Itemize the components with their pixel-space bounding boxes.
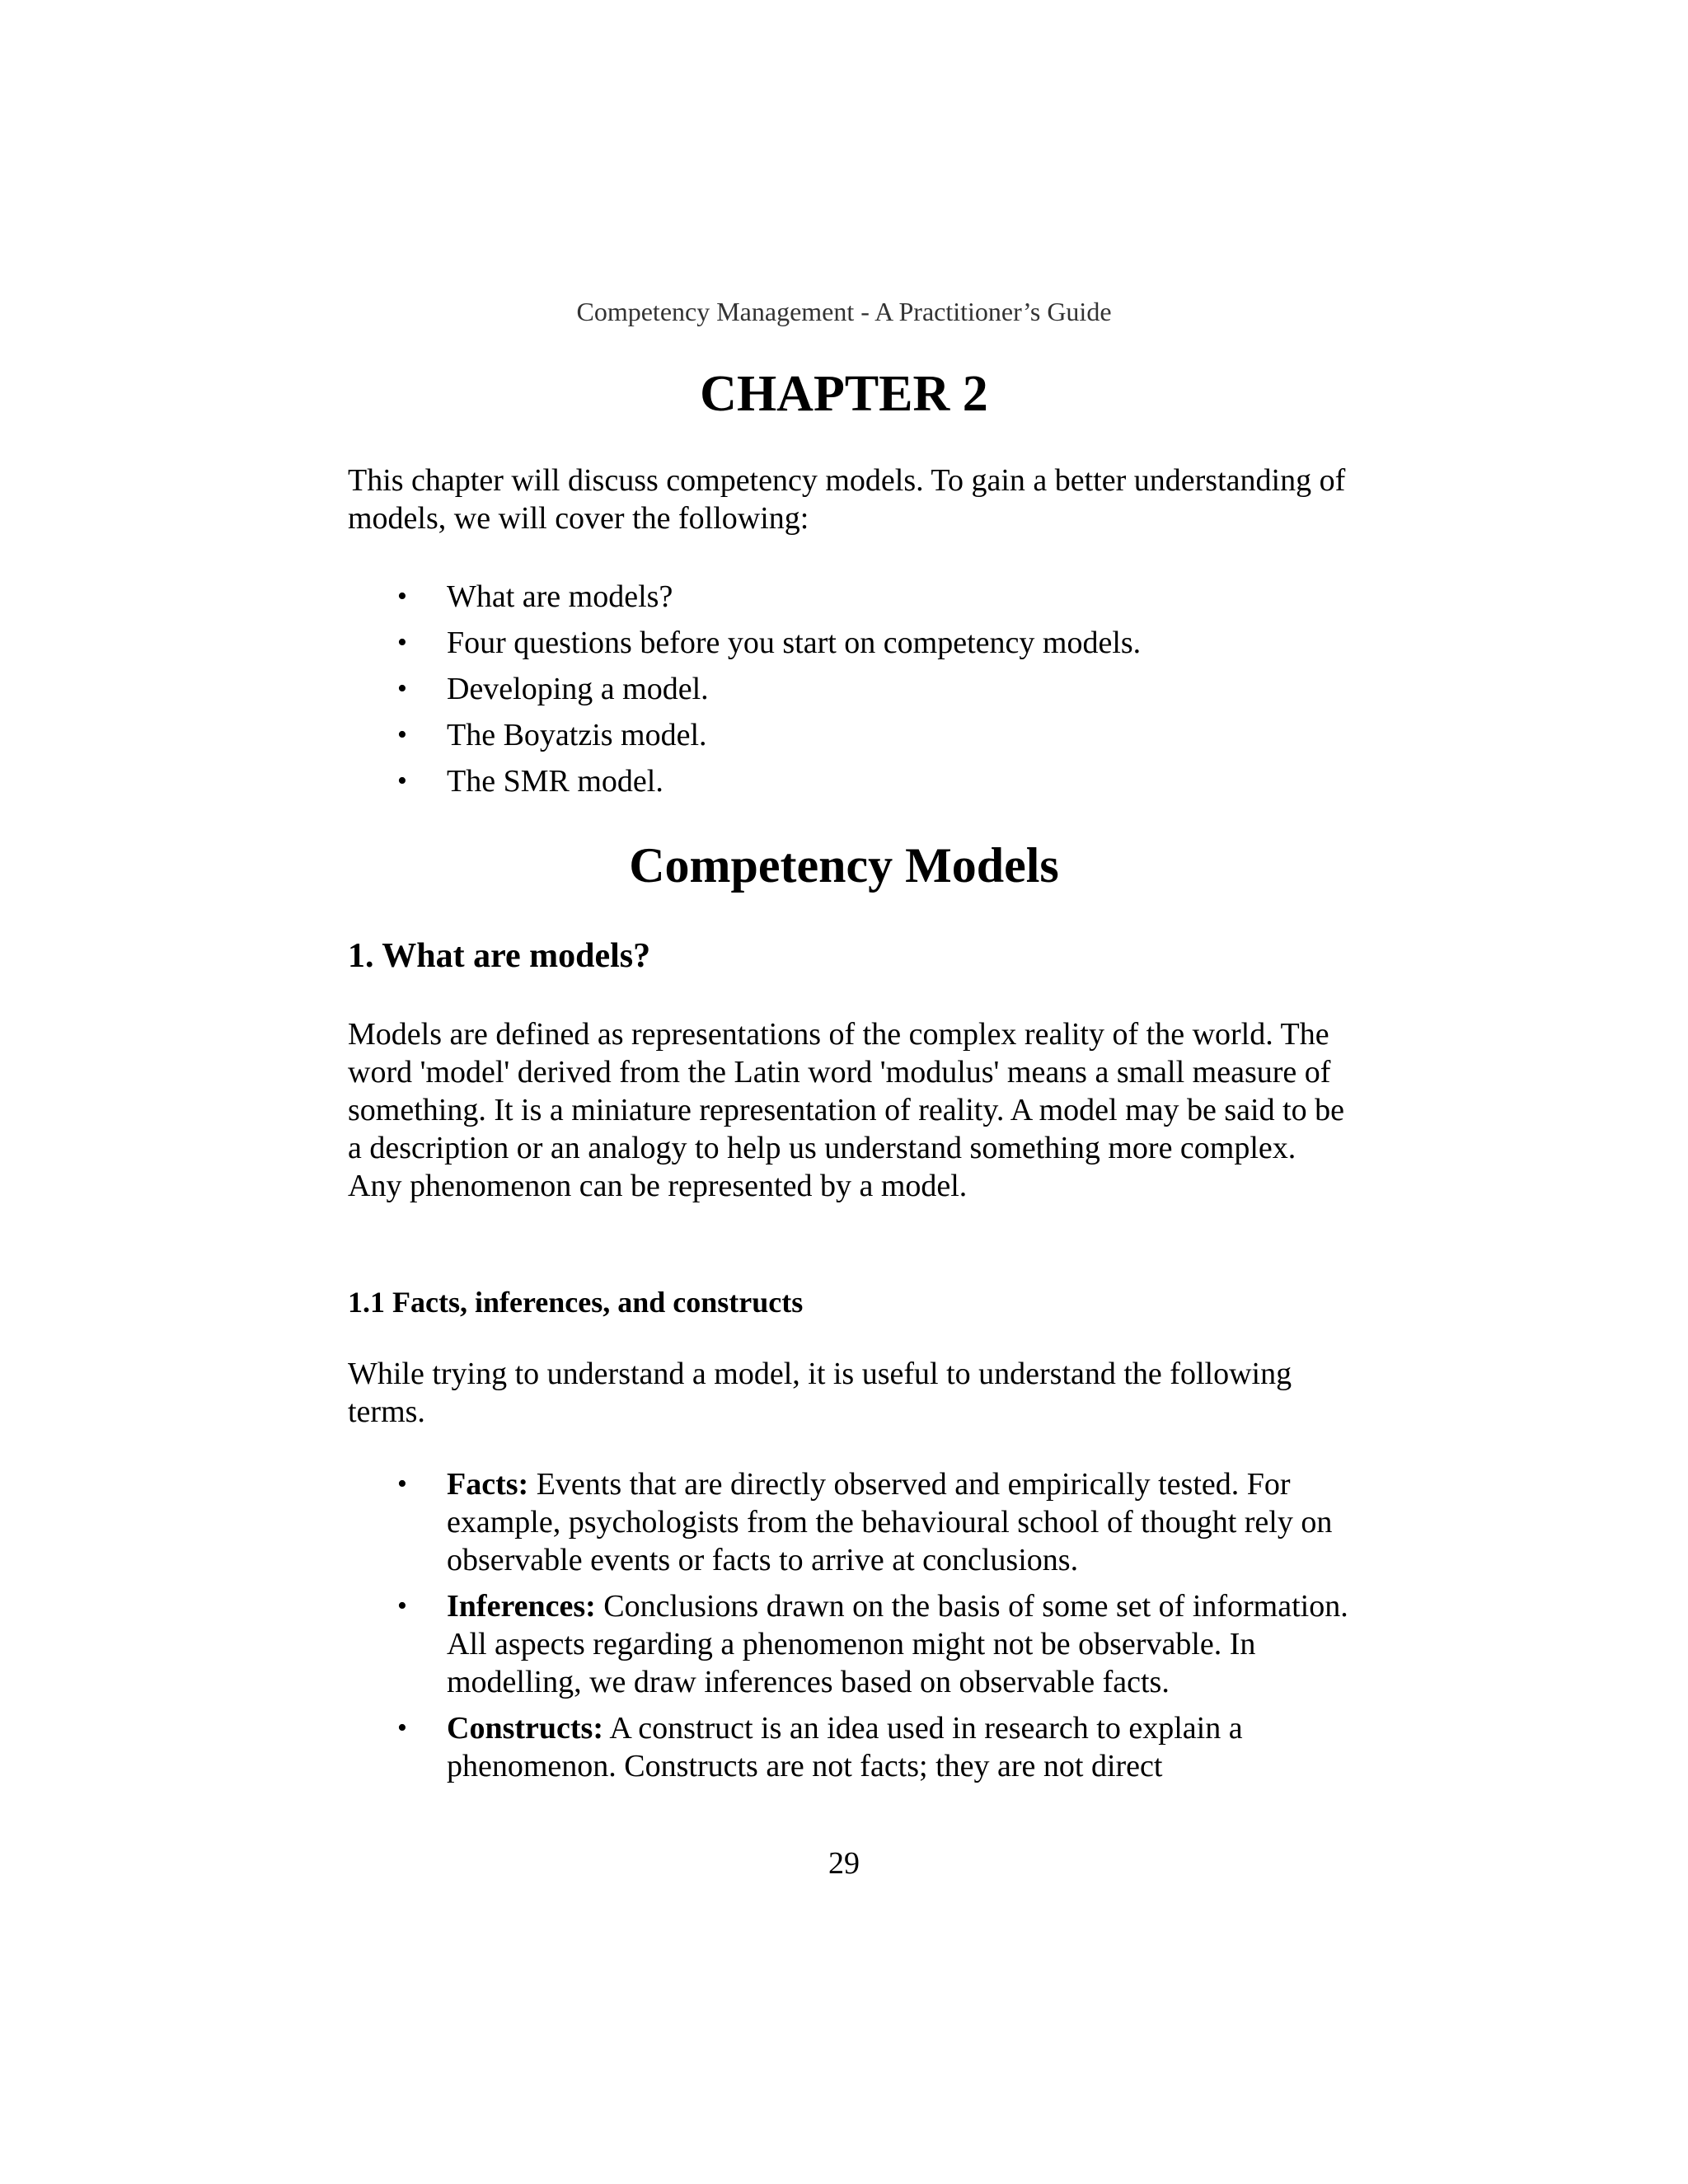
list-item (348, 574, 1353, 620)
term-definition: A construct is an idea used in research to explain a phenomenon. Constructs are not facts; they are not direct (447, 1711, 1243, 1783)
bullet-icon: • (397, 719, 407, 750)
topic-text: What are models? (447, 579, 673, 614)
list-item (348, 1465, 1353, 1579)
chapter-topic-list (348, 574, 1353, 804)
term-label: Inferences: (447, 1589, 596, 1624)
bullet-icon: • (397, 1469, 407, 1499)
chapter-title: CHAPTER 2 (700, 366, 988, 422)
bullet-icon: • (397, 673, 407, 704)
topic-text: The Boyatzis model. (447, 718, 707, 752)
topic-text: Four questions before you start on competency models. (447, 626, 1142, 660)
term-definition: Events that are directly observed and empirically tested. For example, psychologists from the behavioural school of thought rely on observable events or facts to arrive at conclusions. (447, 1467, 1333, 1577)
term-label: Constructs: (447, 1711, 603, 1746)
paragraph-models-definition: Models are defined as representations of the complex reality of the world. The word 'model' derived from the Latin word 'modulus' means a small measure of something. It is a miniature representation of reality. A model may be said to be a description or an analogy to help us understand something more complex. Any phenomenon can be represented by a model. (348, 1017, 1345, 1203)
term-label: Facts: (447, 1467, 529, 1502)
list-item (348, 1587, 1353, 1701)
list-item (348, 620, 1353, 666)
bullet-icon: • (397, 627, 407, 658)
bullet-icon: • (397, 1591, 407, 1621)
heading-facts-inferences-constructs: 1.1 Facts, inferences, and constructs (348, 1286, 804, 1319)
terms-list (348, 1465, 1353, 1793)
bullet-icon: • (397, 1713, 407, 1743)
chapter-intro: This chapter will discuss competency models. To gain a better understanding of models, we will cover the following: (348, 463, 1346, 536)
running-header: Competency Management - A Practitioner’s Guide (576, 297, 1112, 326)
heading-what-are-models: 1. What are models? (348, 937, 651, 975)
list-item (348, 1709, 1353, 1785)
paragraph-terms-intro: While trying to understand a model, it is useful to understand the following terms. (348, 1357, 1292, 1429)
list-item (348, 666, 1353, 712)
section-title: Competency Models (629, 838, 1059, 893)
list-item (348, 712, 1353, 758)
term-definition: Conclusions drawn on the basis of some set of information. All aspects regarding a phenomenon might not be observable. In modelling, we draw inferences based on observable facts. (447, 1589, 1348, 1699)
page-number: 29 (828, 1846, 860, 1881)
list-item (348, 758, 1353, 804)
bullet-icon: • (397, 766, 407, 796)
topic-text: The SMR model. (447, 764, 663, 799)
bullet-icon: • (397, 581, 407, 612)
topic-text: Developing a model. (447, 672, 709, 706)
